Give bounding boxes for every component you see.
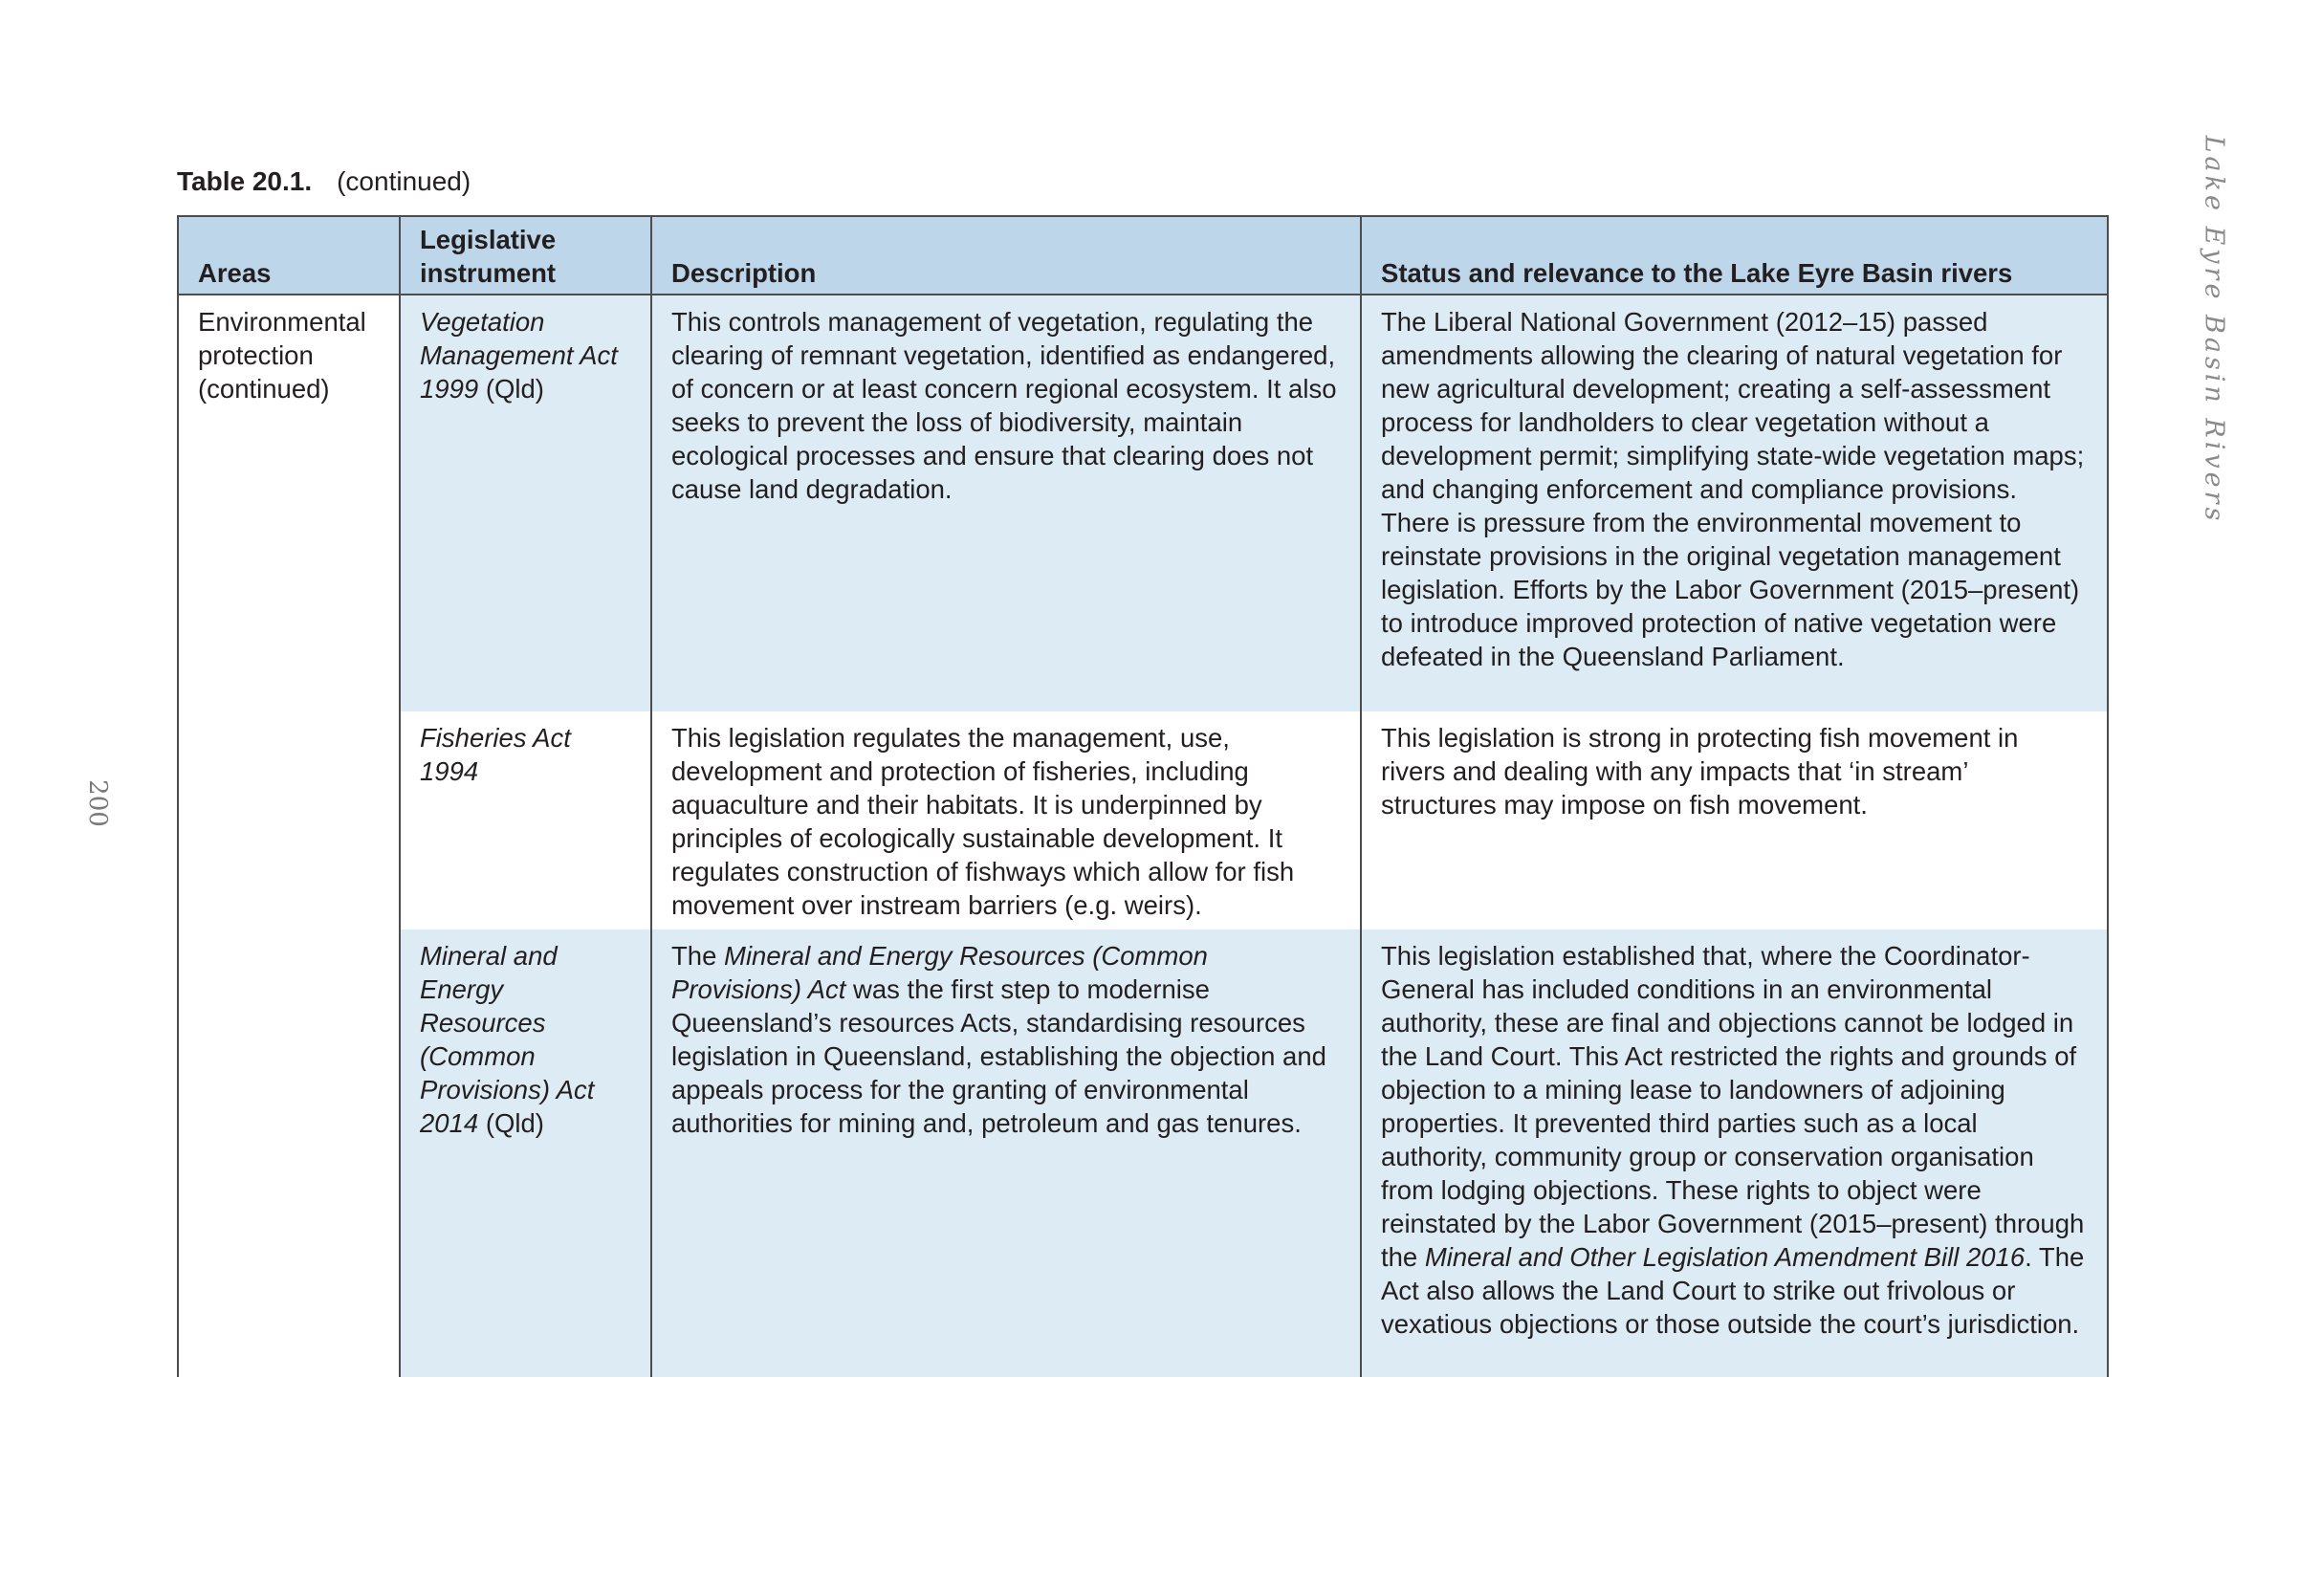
description-cell xyxy=(651,711,1361,929)
description-text: This controls management of vegetation, regulating the clearing of remnant vegetation, identified as endangered, of concern or at least concern regional ecosystem. It also seeks to prevent the loss of biodiversity, maintain ecological processes and ensure that clearing does not cause land degradation. xyxy=(671,307,1337,504)
description-cell xyxy=(651,929,1361,1377)
status-text: This legislation established that, where the Coordinator-General has included conditions in an environmental authority, these are final and objections cannot be lodged in the Land Court. This Act restricted the rights and grounds of objection to a mining lease to landowners of adjoining properties. It prevented third parties such as a local authority, community group or conservation organisation from lodging objections. These rights to object were reinstated by the Labor Government (2015–present) through the xyxy=(1381,941,2085,1272)
instrument-cell xyxy=(400,711,651,929)
status-cell xyxy=(1361,711,2108,929)
status-cell xyxy=(1361,295,2108,711)
table-row xyxy=(178,711,2108,929)
instrument-title: Fisheries Act 1994 xyxy=(420,723,571,786)
description-text: This legislation regulates the management, use, development and protection of fisheries, including aquaculture and their habitats. It is underpinned by principles of ecologically sustainable development. It regulates construction of fishways which allow for fish movement over instream barriers (e.g. weirs). xyxy=(671,723,1295,920)
instrument-jurisdiction: (Qld) xyxy=(478,374,544,404)
status-text: This legislation is strong in protecting fish movement in rivers and dealing with any impacts that ‘in stream’ structures may impose on fish movement. xyxy=(1381,723,2019,820)
instrument-cell xyxy=(400,295,651,711)
table-caption xyxy=(177,164,471,199)
status-text: The Liberal National Government (2012–15) passed amendments allowing the clearing of natural vegetation for new agricultural development; creating a self-assessment process for landholders to clear vegetation without a development permit; simplifying state-wide vegetation maps; and changing enforcement and compliance provisions. There is pressure from the environmental movement to reinstate provisions in the original vegetation management legislation. Efforts by the Labor Government (2015–present) to introduce improved protection of native vegetation were defeated in the Queensland Parliament. xyxy=(1381,307,2085,671)
instrument-cell xyxy=(400,929,651,1377)
table-continued-label: (continued) xyxy=(337,166,471,196)
description-act-title: Mineral and Energy Resources (Common Provisions) Act xyxy=(671,941,1208,1004)
header-instrument xyxy=(400,216,651,295)
header-instrument-line2: instrument xyxy=(420,258,557,288)
table-row xyxy=(178,295,2108,711)
area-label: Environmental protection (continued) xyxy=(198,307,366,404)
header-areas: Areas xyxy=(178,216,400,295)
header-instrument-line1: Legislative xyxy=(420,225,557,254)
page-number: 200 xyxy=(83,779,112,827)
status-cell xyxy=(1361,929,2108,1377)
instrument-title: Vegetation Management Act 1999 xyxy=(420,307,618,404)
area-cell xyxy=(178,295,400,1377)
status-bill-title: Mineral and Other Legislation Amendment Bill 2016 xyxy=(1424,1242,2026,1272)
instrument-jurisdiction: (Qld) xyxy=(478,1108,544,1138)
header-status: Status and relevance to the Lake Eyre Basin rivers xyxy=(1361,216,2108,295)
description-text: was the first step to modernise Queensland’s resources Acts, standardising resources legislation in Queensland, establishing the objection and appeals process for the granting of environmental authorities for mining and, petroleum and gas tenures. xyxy=(671,974,1326,1138)
running-head: Lake Eyre Basin Rivers xyxy=(2199,135,2229,525)
table-row xyxy=(178,929,2108,1377)
description-prefix: The xyxy=(671,941,725,971)
legislation-table xyxy=(177,215,2109,1377)
description-cell xyxy=(651,295,1361,711)
table-number: Table 20.1. xyxy=(177,166,313,196)
instrument-title: Mineral and Energy Resources (Common Provisions) Act 2014 xyxy=(420,941,595,1138)
status-text-end: . The Act also allows the Land Court to strike out frivolous or vexatious objections or those outside the court’s jurisdiction. xyxy=(1381,1242,2085,1339)
table-header-row xyxy=(178,216,2108,295)
header-description: Description xyxy=(651,216,1361,295)
